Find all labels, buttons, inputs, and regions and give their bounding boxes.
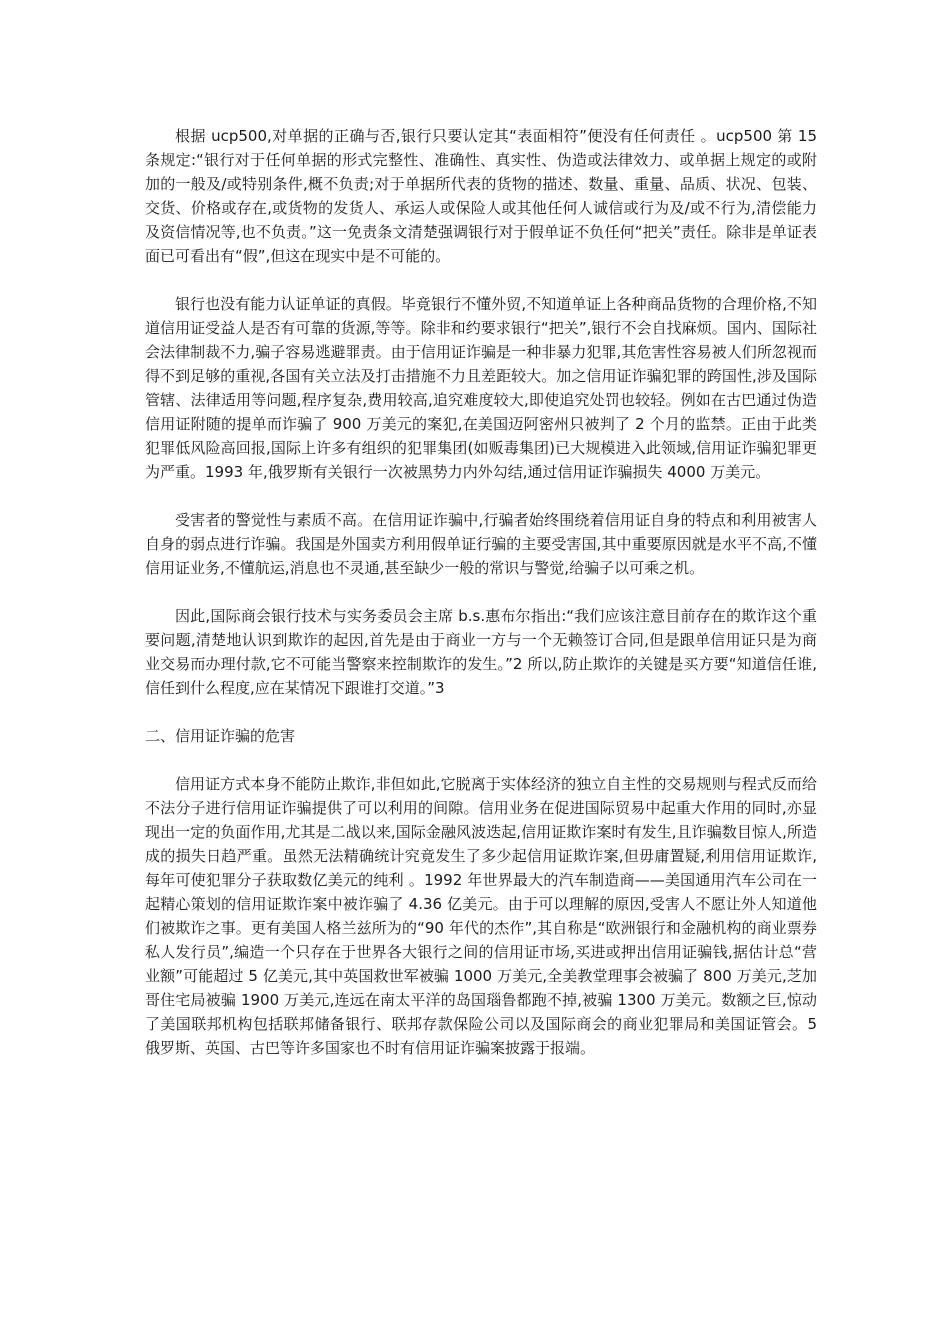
section-heading: 二、信用证诈骗的危害 bbox=[145, 727, 296, 745]
paragraph-victim-awareness: 受害者的警觉性与素质不高。在信用证诈骗中,行骗者始终围绕着信用证自身的特点和利用被害人自身的弱点进行诈骗。我国是外国卖方利用假单证行骗的主要受害国,其中重要原因就是水平不高,不懂信用证业务,不懂航运,消息也不灵通,甚至缺少一般的常识与警觉,给骗子以可乘之机。 bbox=[145, 511, 817, 577]
paragraph-fraud-harm: 信用证方式本身不能防止欺诈,非但如此,它脱离于实体经济的独立自主性的交易规则与程式反而给不法分子进行信用证诈骗提供了可以利用的间隙。信用业务在促进国际贸易中起重大作用的同时,亦显现出一定的负面作用,尤其是二战以来,国际金融风波迭起,信用证欺诈案时有发生,且诈骗数目惊人,所造成的损失日趋严重。虽然无法精确统计究竟发生了多少起信用证欺诈案,但毋庸置疑,利用信用证欺诈,每年可使犯罪分子获取数亿美元的纯利 。1992 年世界最大的汽车制造商——美国通用汽车公司在一起精心策划的信用证欺诈案中被诈骗了 4.36 亿美元。由于可以理解的原因,受害人不愿让外人知道他们被欺诈之事。更有美国人格兰兹所为的“90 年代的杰作”,其自称是“欧洲银行和金融机构的商业票券私人发行员”,编造一个只存在于世界各大银行之间的信用证市场,买进或押出信用证骗钱,据估计总“营业额”可能超过 5 亿美元,其中英国救世军被骗 1000 万美元,全美教堂理事会被骗了 800 万美元,芝加哥住宅局被骗 1900 万美元,连远在南太平洋的岛国瑙鲁都跑不掉,被骗 1300 万美元。数额之巨,惊动了美国联邦机构包括联邦储备银行、联邦存款保险公司以及国际商会的商业犯罪局和美国证管会。5 俄罗斯、英国、古巴等许多国家也不时有信用证诈骗案披露于报端。 bbox=[145, 775, 817, 1057]
document-body bbox=[145, 124, 817, 1084]
paragraph-bank-verification: 银行也没有能力认证单证的真假。毕竟银行不懂外贸,不知道单证上各种商品货物的合理价格,不知道信用证受益人是否有可靠的货源,等等。除非和约要求银行“把关”,银行不会自找麻烦。国内、国际社会法律制裁不力,骗子容易逃避罪责。由于信用证诈骗是一种非暴力犯罪,其危害性容易被人们所忽视而得不到足够的重视,各国有关立法及打击措施不力且差距较大。加之信用证诈骗犯罪的跨国性,涉及国际管辖、法律适用等问题,程序复杂,费用较高,追究难度较大,即使追究处罚也较轻。例如在古巴通过伪造信用证附随的提单而诈骗了 900 万美元的案犯,在美国迈阿密州只被判了 2 个月的监禁。正由于此类犯罪低风险高回报,国际上许多有组织的犯罪集团(如贩毒集团)已大规模进入此领域,信用证诈骗犯罪更为严重。1993 年,俄罗斯有关银行一次被黑势力内外勾结,通过信用证诈骗损失 4000 万美元。 bbox=[145, 295, 817, 481]
paragraph-ucp500-liability: 根据 ucp500,对单据的正确与否,银行只要认定其“表面相符”便没有任何责任 。ucp500 第 15 条规定:“银行对于任何单据的形式完整性、准确性、真实性、伪造或法律效力、或单据上规定的或附加的一般及/或特别条件,概不负责;对于单据所代表的货物的描述、数量、重量、品质、状况、包装、交货、价格或存在,或货物的发货人、承运人或保险人或其他任何人诚信或行为及/或不行为,清偿能力及资信情况等,也不负责。”这一免责条文清楚强调银行对于假单证不负任何“把关”责任。除非是单证表面已可看出有“假”,但这在现实中是不可能的。 bbox=[145, 127, 817, 265]
paragraph-icc-quote: 因此,国际商会银行技术与实务委员会主席 b.s.惠布尔指出:“我们应该注意目前存在的欺诈这个重要问题,清楚地认识到欺诈的起因,首先是由于商业一方与一个无赖签订合同,但是跟单信用证只是为商业交易而办理付款,它不可能当警察来控制欺诈的发生。”2 所以,防止欺诈的关键是买方要“知道信任谁,信任到什么程度,应在某情况下跟谁打交道。”3 bbox=[145, 607, 817, 697]
